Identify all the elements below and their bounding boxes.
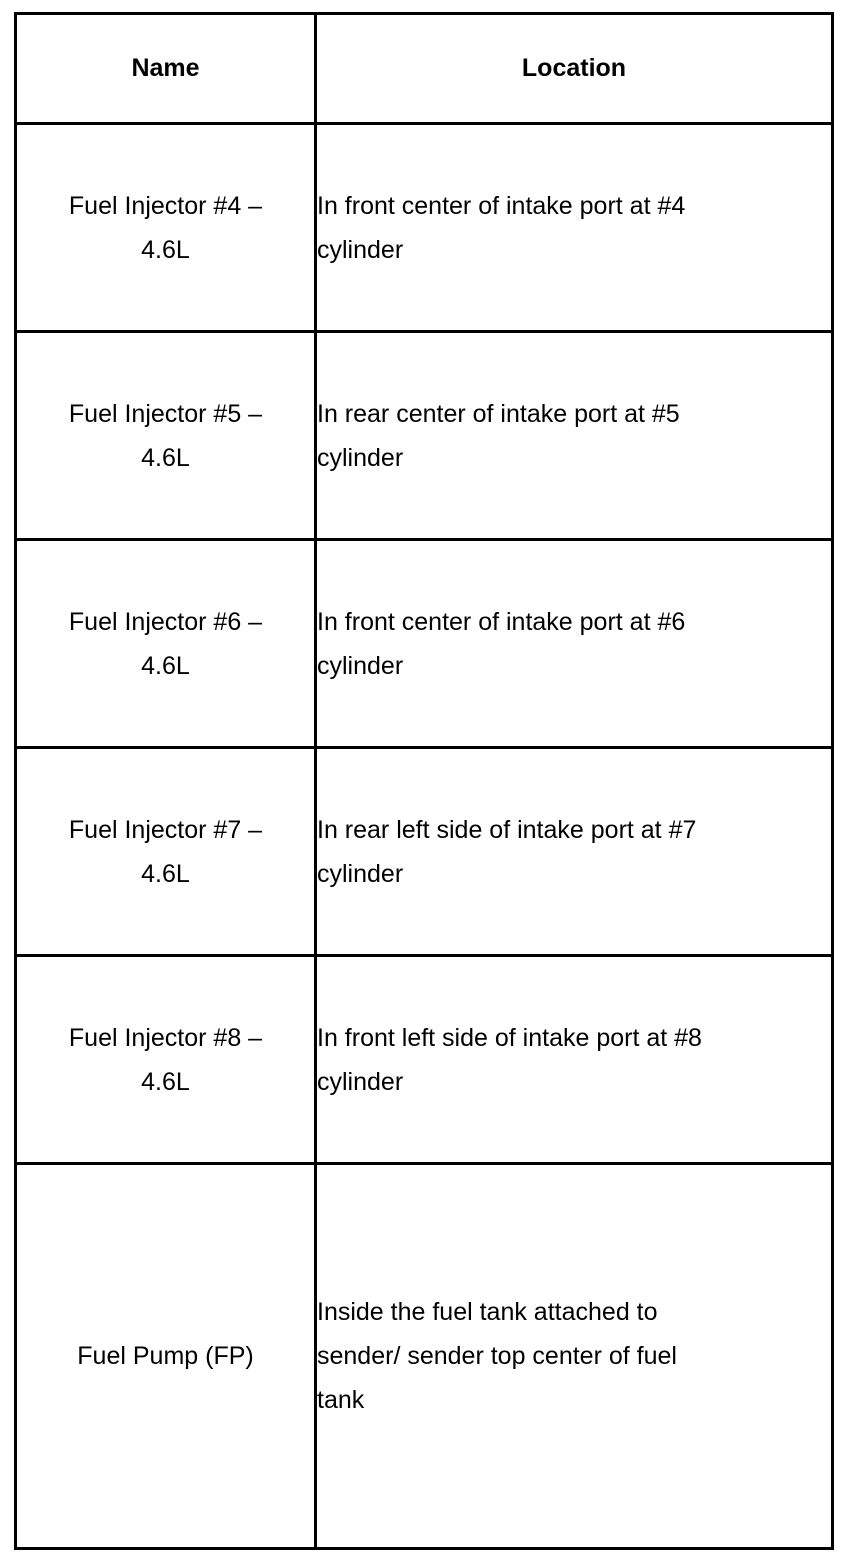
table-row: [16, 956, 833, 1164]
name-line: Fuel Injector #7 –: [68, 815, 263, 844]
location-line: cylinder: [317, 1067, 404, 1096]
location-line: In front center of intake port at #4: [317, 191, 686, 220]
location-cell: [316, 956, 833, 1164]
name-cell: [16, 332, 316, 540]
name-line: Fuel Injector #4 –: [68, 191, 263, 220]
location-line: sender/ sender top center of fuel: [317, 1342, 677, 1370]
name-cell: [16, 540, 316, 748]
location-cell: [316, 124, 833, 332]
name-cell: [16, 124, 316, 332]
header-location: Location: [316, 14, 833, 124]
location-line: Inside the fuel tank attached to: [317, 1298, 658, 1326]
table-row: [16, 1164, 833, 1549]
table-row: [16, 332, 833, 540]
location-cell: [316, 332, 833, 540]
name-line: Fuel Injector #6 –: [68, 607, 263, 636]
location-line: cylinder: [317, 651, 404, 680]
location-line: In front left side of intake port at #8: [317, 1023, 702, 1052]
location-cell: [316, 540, 833, 748]
table-header-row: [16, 14, 833, 124]
component-location-table: [14, 12, 834, 1550]
location-line: cylinder: [317, 859, 404, 888]
location-line: In front center of intake port at #6: [317, 607, 686, 636]
location-line: tank: [317, 1386, 365, 1414]
name-cell: [16, 1164, 316, 1549]
table-row: [16, 124, 833, 332]
location-line: cylinder: [317, 443, 404, 472]
location-cell: [316, 748, 833, 956]
name-cell: [16, 748, 316, 956]
name-line: 4.6L: [141, 651, 190, 680]
name-cell: [16, 956, 316, 1164]
name-line: Fuel Injector #5 –: [68, 399, 263, 428]
table-row: [16, 748, 833, 956]
header-name: Name: [16, 14, 316, 124]
location-line: cylinder: [317, 235, 404, 264]
name-line: 4.6L: [141, 235, 190, 264]
location-line: In rear center of intake port at #5: [317, 399, 680, 428]
name-line: 4.6L: [141, 443, 190, 472]
location-line: In rear left side of intake port at #7: [317, 815, 697, 844]
name-line: Fuel Injector #8 –: [68, 1023, 263, 1052]
table-row: [16, 540, 833, 748]
location-cell: [316, 1164, 833, 1549]
name-line: 4.6L: [141, 1067, 190, 1096]
name-line: 4.6L: [141, 859, 190, 888]
name-line: Fuel Pump (FP): [77, 1342, 254, 1370]
